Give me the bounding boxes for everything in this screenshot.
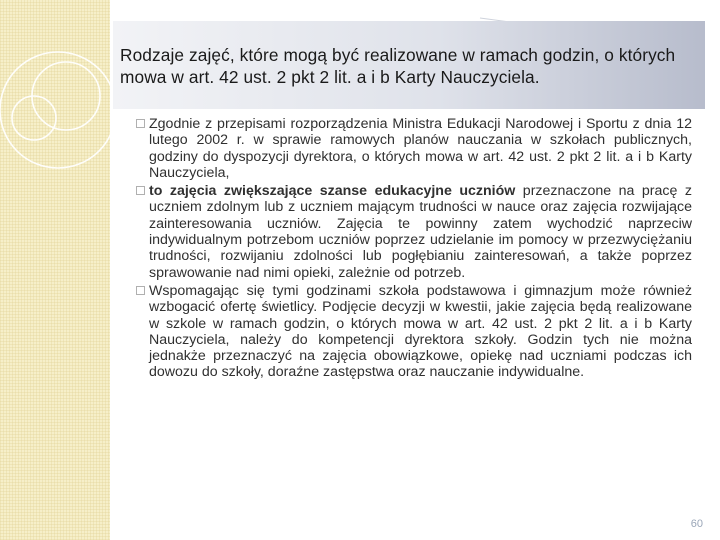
slide-title: Rodzaje zajęć, które mogą być realizowane w ramach godzin, o których mowa w art. 42 ust. 2 pkt 2 lit. a i b Karty Nauczyciela. — [120, 45, 676, 87]
list-item — [136, 283, 692, 381]
bullet-text — [149, 116, 692, 181]
bullet-text-part: Zgodnie z przepisami rozporządzenia Ministra Edukacji Narodowej i Sportu z dnia 12 lutego 2002 r. w sprawie ramowych planów nauczania w szkołach publicznych, godziny do dyspozycji dyrektora, o których mowa w art. 42 ust. 2 pkt 2 lit. a i b Karty Nauczyciela, — [149, 116, 692, 181]
page-number: 60 — [690, 518, 703, 530]
bullet-text-part: Wspomagając się tymi godzinami szkoła podstawowa i gimnazjum może również wzbogacić ofertę świetlicy. Podjęcie decyzji w kwestii, jakie zajęcia będą realizowane w szkole w ramach godzin, o których mowa w art. 42 ust. 2 pkt 2 lit. a i b Karty Nauczyciela, należy do kompetencji dyrektora szkoły. Godzin tych nie można jednakże przeznaczyć na zajęcia obowiązkowe, opiekę nad uczniami podczas ich dowozu do szkoły, doraźne zastępstwa oraz nauczanie indywidualne. — [149, 282, 692, 381]
decorative-side-strip — [0, 0, 110, 540]
list-item — [136, 183, 692, 281]
square-bullet-icon — [136, 186, 145, 195]
bullet-text — [149, 283, 692, 381]
list-item — [136, 116, 692, 181]
bullet-bold-lead: to zajęcia zwiększające szanse edukacyjne uczniów — [149, 183, 516, 200]
square-bullet-icon — [136, 119, 145, 128]
bullet-list — [136, 116, 692, 383]
bullet-text-part: przeznaczone na pracę z uczniem zdolnym lub z uczniem mającym trudności w nauce oraz zajęcia rozwijające zainteresowania uczniów. Zajęcia te powinny zatem wychodzić naprzeciw indywidualnym potrzebom uczniów poprzez udzielanie im pomocy w przezwyciężaniu trudności, rozwijaniu zdolności lub pogłębianiu zainteresowań, a także poprzez sprawowanie nad nimi opieki, zależnie od potrzeb. — [149, 183, 692, 281]
bullet-text — [149, 183, 692, 281]
square-bullet-icon — [136, 286, 145, 295]
